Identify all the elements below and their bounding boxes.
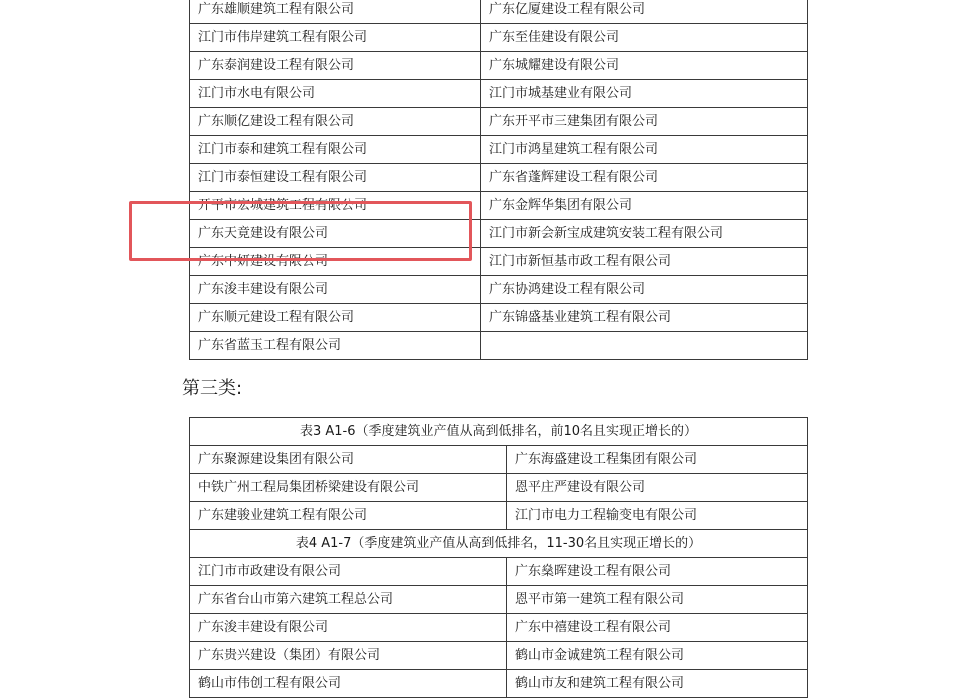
table-row	[190, 614, 808, 642]
table-cell: 广东顺元建设工程有限公司	[190, 304, 481, 332]
table-cell: 广东顺亿建设工程有限公司	[190, 108, 481, 136]
table-cell: 广东省台山市第六建筑工程总公司	[190, 586, 507, 614]
table-row	[190, 0, 808, 24]
table-cell: 广东聚源建设集团有限公司	[190, 446, 507, 474]
table-cell: 江门市城基建业有限公司	[481, 80, 808, 108]
table-cell: 广东中妍建设有限公司	[190, 248, 481, 276]
table-cell: 江门市市政建设有限公司	[190, 558, 507, 586]
table-cell: 江门市泰恒建设工程有限公司	[190, 164, 481, 192]
table-cell: 江门市新恒基市政工程有限公司	[481, 248, 808, 276]
table-row	[190, 642, 808, 670]
table-row	[190, 474, 808, 502]
table-3-caption: 表3 A1-6（季度建筑业产值从高到低排名，前10名且实现正增长的）	[190, 418, 808, 446]
table-cell: 广东省蓝玉工程有限公司	[190, 332, 481, 360]
table-4-caption: 表4 A1-7（季度建筑业产值从高到低排名，11-30名且实现正增长的）	[190, 530, 808, 558]
table-cell: 广东金辉华集团有限公司	[481, 192, 808, 220]
table-row	[190, 108, 808, 136]
table-row	[190, 248, 808, 276]
table-row	[190, 52, 808, 80]
table-cell: 恩平庄严建设有限公司	[507, 474, 808, 502]
table-cell: 广东海盛建设工程集团有限公司	[507, 446, 808, 474]
section-heading: 第三类:	[182, 378, 243, 399]
table-row	[190, 502, 808, 530]
table-row	[190, 24, 808, 52]
company-table-bottom-body	[190, 418, 808, 698]
table-cell: 江门市伟岸建筑工程有限公司	[190, 24, 481, 52]
table-row	[190, 304, 808, 332]
table-cell: 江门市电力工程输变电有限公司	[507, 502, 808, 530]
table-cell: 广东浚丰建设有限公司	[190, 276, 481, 304]
table-cell: 江门市新会新宝成建筑安装工程有限公司	[481, 220, 808, 248]
table-row	[190, 136, 808, 164]
table-cell: 广东燊晖建设工程有限公司	[507, 558, 808, 586]
table-caption-row	[190, 530, 808, 558]
table-cell: 广东建骏业建筑工程有限公司	[190, 502, 507, 530]
table-cell: 江门市水电有限公司	[190, 80, 481, 108]
table-row	[190, 332, 808, 360]
table-cell: 中铁广州工程局集团桥梁建设有限公司	[190, 474, 507, 502]
table-row	[190, 586, 808, 614]
table-cell: 广东泰润建设工程有限公司	[190, 52, 481, 80]
table-cell: 广东省蓬辉建设工程有限公司	[481, 164, 808, 192]
table-cell: 广东贵兴建设（集团）有限公司	[190, 642, 507, 670]
table-cell: 广东浚丰建设有限公司	[190, 614, 507, 642]
table-row	[190, 192, 808, 220]
table-row	[190, 80, 808, 108]
table-cell: 恩平市第一建筑工程有限公司	[507, 586, 808, 614]
table-cell: 广东城耀建设有限公司	[481, 52, 808, 80]
table-row	[190, 220, 808, 248]
table-cell: 鹤山市金诚建筑工程有限公司	[507, 642, 808, 670]
table-cell: 广东中禧建设工程有限公司	[507, 614, 808, 642]
table-row	[190, 670, 808, 698]
table-cell: 广东至佳建设有限公司	[481, 24, 808, 52]
table-cell: 开平市宏城建筑工程有限公司	[190, 192, 481, 220]
table-caption-row	[190, 418, 808, 446]
table-cell: 江门市泰和建筑工程有限公司	[190, 136, 481, 164]
table-row	[190, 276, 808, 304]
company-table-top	[189, 0, 808, 360]
table-row	[190, 558, 808, 586]
table-row	[190, 164, 808, 192]
table-cell: 广东雄顺建筑工程有限公司	[190, 0, 481, 24]
table-cell: 广东锦盛基业建筑工程有限公司	[481, 304, 808, 332]
company-table-top-body	[190, 0, 808, 360]
table-cell: 广东天竟建设有限公司	[190, 220, 481, 248]
table-cell: 江门市鸿星建筑工程有限公司	[481, 136, 808, 164]
table-cell: 鹤山市友和建筑工程有限公司	[507, 670, 808, 698]
table-cell: 广东亿厦建设工程有限公司	[481, 0, 808, 24]
company-table-bottom	[189, 417, 808, 698]
table-row	[190, 446, 808, 474]
table-cell: 鹤山市伟创工程有限公司	[190, 670, 507, 698]
table-cell	[481, 332, 808, 360]
table-cell: 广东协鸿建设工程有限公司	[481, 276, 808, 304]
table-cell: 广东开平市三建集团有限公司	[481, 108, 808, 136]
